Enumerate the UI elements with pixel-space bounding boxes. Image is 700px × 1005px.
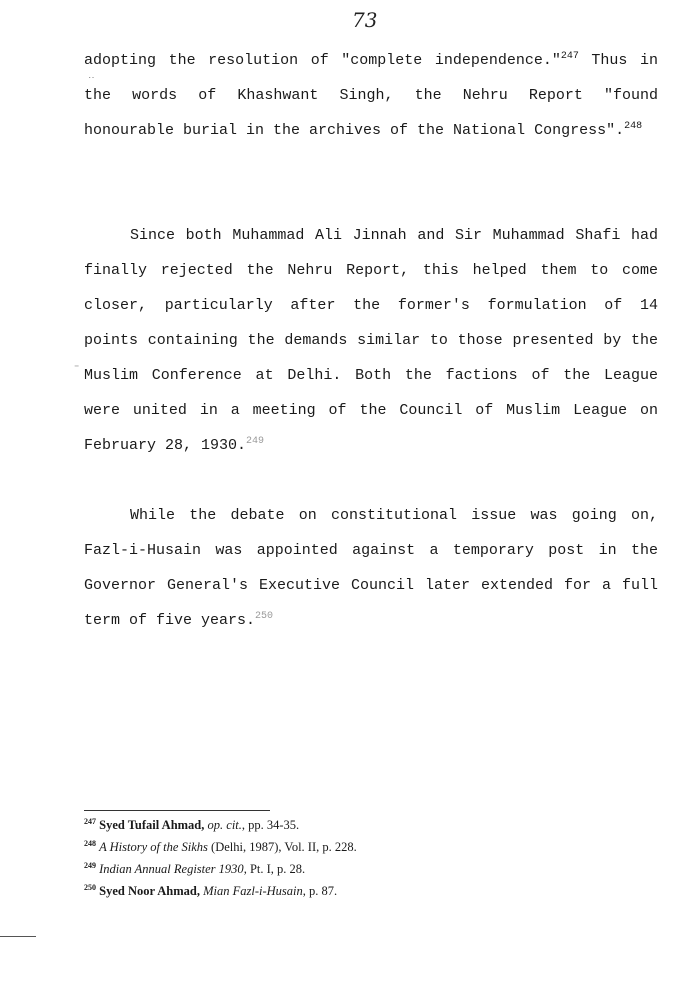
footnote-rest: (Delhi, 1987), Vol. II, p. 228. [207,840,357,854]
footnote-title: A History of the Sikhs [99,840,208,854]
footnote-title: Mian Fazl-i-Husain [203,884,303,898]
footnote-title: Indian Annual Register 1930 [99,862,244,876]
paragraph-1-text: adopting the resolution of "complete independence." [84,52,561,69]
footnote-author: Syed Noor Ahmad, [99,884,204,898]
margin-tick-mark: ⁻ [74,363,80,374]
footnote-number: 247 [84,817,96,826]
footnote-number: 249 [84,861,96,870]
footnote-item [84,836,584,858]
footnote-ref-248: 248 [624,121,643,132]
footnote-rest: , pp. 34-35. [241,818,300,832]
footnote-ref-249: 249 [246,436,265,447]
footnote-number: 248 [84,839,96,848]
footnote-number: 250 [84,883,96,892]
paragraph-1-text-cont: Thus in the words of Khashwant Singh, the Nehru Report "found honourable burial in the archives of the National Congress". [84,52,658,139]
paragraph-2 [84,218,658,463]
footnote-item [84,880,584,902]
margin-speck-mark: ‥ [88,70,95,81]
footnote-title: op. cit. [207,818,242,832]
paragraph-3 [84,498,658,638]
footnotes-list [84,814,584,902]
paragraph-2-text: Since both Muhammad Ali Jinnah and Sir Muhammad Shafi had finally rejected the Nehru Report, this helped them to come closer, particularly after the former's formulation of 14 points containing the demands similar to those presented by the Muslim Conference at Delhi. Both the factions of the League were united in a meeting of the Council of Muslim League on February 28, 1930. [84,227,658,454]
footnote-item [84,814,584,836]
footnote-ref-250: 250 [255,611,274,622]
footnote-author: Syed Tufail Ahmad, [99,818,208,832]
page-number: 73 [352,8,378,32]
page-edge-mark [0,936,36,937]
footnote-rest: , p. 87. [302,884,338,898]
footnote-separator-rule [84,810,270,811]
paragraph-1 [84,43,658,148]
footnote-ref-247: 247 [560,51,579,62]
footnote-rest: , Pt. I, p. 28. [243,862,306,876]
paragraph-3-text: While the debate on constitutional issue was going on, Fazl-i-Husain was appointed against a temporary post in the Governor General's Executive Council later extended for a full term of five years. [84,507,658,629]
footnote-item [84,858,584,880]
